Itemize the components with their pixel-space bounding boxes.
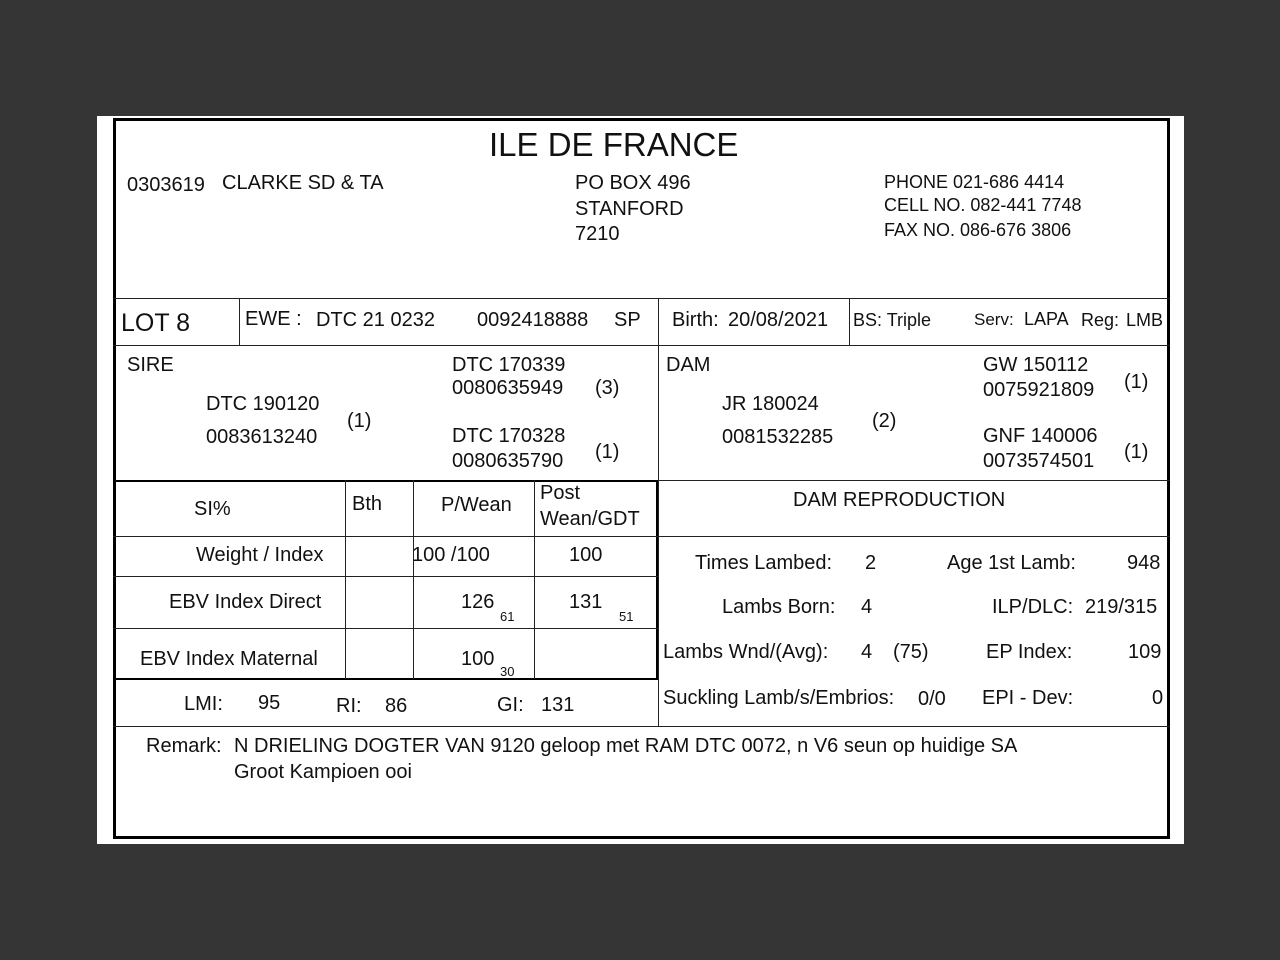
ilp-value: 219/315 xyxy=(1085,596,1158,618)
lmi-label: LMI: xyxy=(184,693,223,715)
remark-line-1: N DRIELING DOGTER VAN 9120 geloop met RAM DTC 0072, n V6 seun op huidige SA xyxy=(234,735,1018,757)
serv-label: Serv: xyxy=(974,310,1014,329)
header-post-1: Post xyxy=(540,482,581,504)
sire-label: SIRE xyxy=(127,354,174,376)
row-direct-post-sub: 51 xyxy=(619,609,634,624)
divider-lot-3 xyxy=(849,298,850,345)
header-pwean: P/Wean xyxy=(441,494,512,516)
birth-status: BS: Triple xyxy=(853,310,932,330)
dam-sire-number: 0075921809 xyxy=(983,379,1095,401)
table-row-line-1 xyxy=(113,536,658,537)
dam-dam-count: (1) xyxy=(1124,441,1149,463)
sire-dam-number: 0080635790 xyxy=(452,450,564,472)
header-bth: Bth xyxy=(352,493,383,515)
times-lambed-label: Times Lambed: xyxy=(695,552,833,574)
remark-line-2: Groot Kampioen ooi xyxy=(234,761,412,783)
table-col-line-3 xyxy=(534,480,535,679)
dam-dam-number: 0073574501 xyxy=(983,450,1095,472)
birth-label: Birth: xyxy=(672,309,719,331)
ewe-number: 0092418888 xyxy=(477,309,589,331)
address-line-2: STANFORD xyxy=(575,198,684,220)
ri-value: 86 xyxy=(385,695,408,717)
phone-number: PHONE 021-686 4414 xyxy=(884,172,1065,192)
ri-label: RI: xyxy=(336,695,362,717)
table-row-line-2 xyxy=(113,576,658,577)
gi-label: GI: xyxy=(497,694,524,716)
divider-repro-left xyxy=(658,480,659,726)
suckling-label: Suckling Lamb/s/Embrios: xyxy=(663,687,895,709)
epi-dev-value: 0 xyxy=(1152,687,1164,709)
lambs-born-value: 4 xyxy=(861,596,873,618)
cell-number: CELL NO. 082-441 7748 xyxy=(884,195,1082,215)
ilp-label: ILP/DLC: xyxy=(992,596,1074,618)
lambs-weaned-value: 4 xyxy=(861,641,873,663)
address-line-1: PO BOX 496 xyxy=(575,172,691,194)
age-first-lamb-value: 948 xyxy=(1127,552,1161,574)
row-direct-post: 131 xyxy=(569,591,603,613)
dam-sire-id: GW 150112 xyxy=(983,354,1089,376)
divider-pedigree-bottom-right xyxy=(658,480,1170,481)
dam-dam-id: GNF 140006 xyxy=(983,425,1098,447)
row-direct-pwean-sub: 61 xyxy=(500,609,515,624)
ewe-id: DTC 21 0232 xyxy=(316,309,435,331)
row-label-direct: EBV Index Direct xyxy=(169,591,322,613)
ep-index-value: 109 xyxy=(1128,641,1162,663)
header-post-2: Wean/GDT xyxy=(540,508,640,530)
sire-dam-id: DTC 170328 xyxy=(452,425,566,447)
sire-id: DTC 190120 xyxy=(206,393,320,415)
lambs-weaned-label: Lambs Wnd/(Avg): xyxy=(663,641,829,663)
suckling-value: 0/0 xyxy=(918,688,946,710)
remark-label: Remark: xyxy=(146,735,222,757)
times-lambed-value: 2 xyxy=(865,552,877,574)
dam-reproduction-title: DAM REPRODUCTION xyxy=(793,489,1006,511)
ewe-grade: SP xyxy=(614,309,641,331)
lot-label: LOT 8 xyxy=(121,309,191,337)
ewe-label: EWE : xyxy=(245,308,302,330)
birth-date: 20/08/2021 xyxy=(728,309,829,331)
reg-value: LMB xyxy=(1126,310,1164,330)
table-row-line-3 xyxy=(113,628,658,629)
dam-count: (2) xyxy=(872,410,897,432)
serv-value: LAPA xyxy=(1024,309,1069,329)
sire-sire-number: 0080635949 xyxy=(452,377,564,399)
divider-repro-header xyxy=(658,536,1170,537)
divider-pedigree xyxy=(658,345,659,481)
dam-id: JR 180024 xyxy=(722,393,819,415)
gi-value: 131 xyxy=(541,694,575,716)
lmi-value: 95 xyxy=(258,692,281,714)
breed-title: ILE DE FRANCE xyxy=(489,126,739,163)
row-maternal-pwean: 100 xyxy=(461,648,495,670)
table-col-line-1 xyxy=(345,480,346,679)
divider-lot-bottom xyxy=(113,345,1170,346)
row-direct-pwean: 126 xyxy=(461,591,495,613)
lambs-born-label: Lambs Born: xyxy=(722,596,836,618)
header-si: SI% xyxy=(194,498,231,520)
dam-sire-count: (1) xyxy=(1124,371,1149,393)
table-col-line-2 xyxy=(413,480,414,679)
divider-remark xyxy=(113,726,1170,727)
age-first-lamb-label: Age 1st Lamb: xyxy=(947,552,1076,574)
sire-dam-count: (1) xyxy=(595,441,620,463)
row-maternal-pwean-sub: 30 xyxy=(500,664,515,679)
sire-sire-count: (3) xyxy=(595,377,620,399)
owner-code: 0303619 xyxy=(127,174,205,196)
divider-lot-2 xyxy=(658,298,659,345)
address-line-3: 7210 xyxy=(575,223,620,245)
fax-number: FAX NO. 086-676 3806 xyxy=(884,220,1072,240)
dam-number: 0081532285 xyxy=(722,426,834,448)
divider-lot-top xyxy=(113,298,1170,299)
sire-sire-id: DTC 170339 xyxy=(452,354,566,376)
epi-dev-label: EPI - Dev: xyxy=(982,687,1074,709)
row-weight-post: 100 xyxy=(569,544,603,566)
sire-number: 0083613240 xyxy=(206,426,318,448)
ep-index-label: EP Index: xyxy=(986,641,1073,663)
dam-label: DAM xyxy=(666,354,711,376)
lambs-weaned-avg: (75) xyxy=(893,641,929,663)
row-weight-pwean: 100 /100 xyxy=(412,544,490,566)
reg-label: Reg: xyxy=(1081,310,1120,330)
divider-lot-1 xyxy=(239,298,240,345)
owner-name: CLARKE SD & TA xyxy=(222,172,384,194)
row-label-maternal: EBV Index Maternal xyxy=(140,648,318,670)
table-bottom-border xyxy=(113,678,658,680)
row-label-weight: Weight / Index xyxy=(196,544,324,566)
sire-count: (1) xyxy=(347,410,372,432)
